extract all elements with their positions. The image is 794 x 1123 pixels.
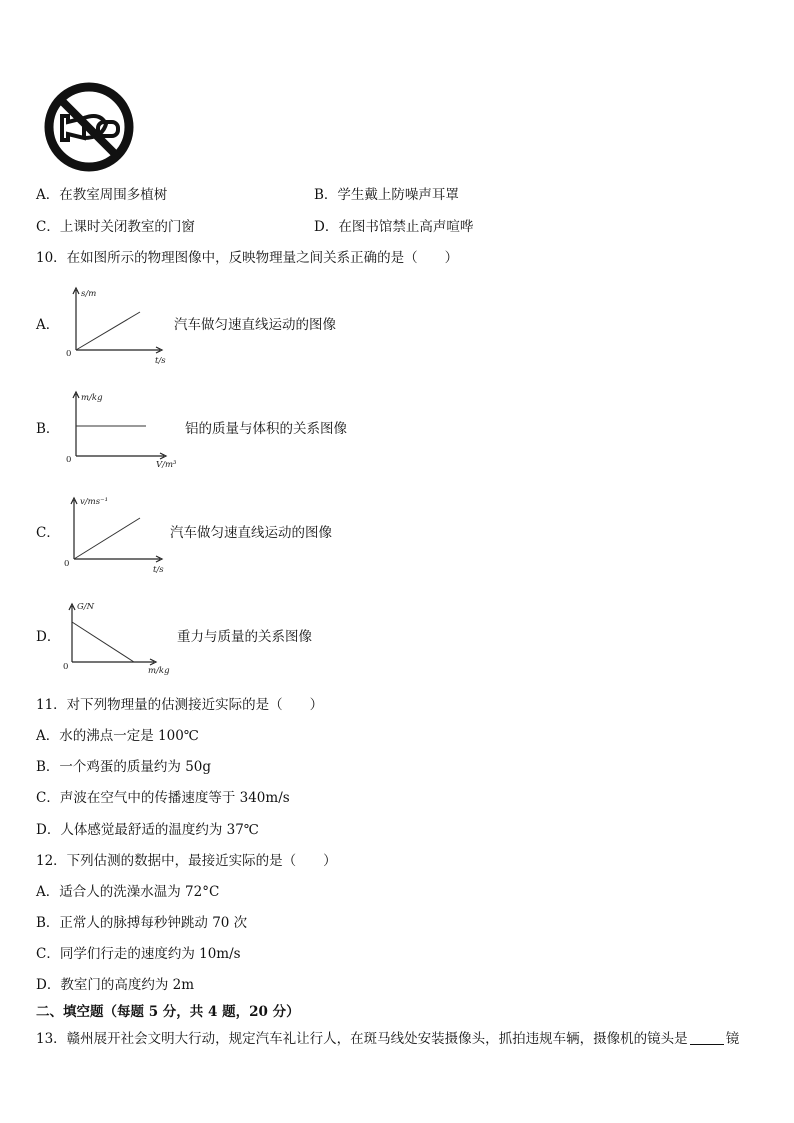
q10-graph-c (60, 494, 180, 574)
q10-option-d-letter: D． (36, 629, 61, 645)
q10-graph-b (60, 390, 190, 470)
q10-option-b-letter: B． (36, 421, 60, 437)
q10-graph-a (60, 286, 180, 366)
q12-option-c: C．同学们行走的速度约为 10m/s (36, 946, 241, 962)
q9-option-c: C．上课时关闭教室的门窗 (36, 219, 195, 235)
q10-graph-a-ylabel: s/m (81, 289, 97, 299)
q10-graph-c-line (74, 518, 140, 559)
q10-graph-d-origin: 0 (63, 662, 69, 672)
q10-graph-b-ylabel: m/kg (81, 393, 103, 403)
q10-graph-b-xlabel: V/m³ (156, 460, 177, 470)
q10-option-b-desc: 铝的质量与体积的关系图像 (185, 421, 347, 437)
q10-option-a-letter: A． (36, 317, 60, 333)
q10-graph-c-ylabel: v/ms⁻¹ (80, 497, 108, 507)
q12-option-d: D．教室门的高度约为 2m (36, 977, 195, 993)
q10-option-a-desc: 汽车做匀速直线运动的图像 (174, 317, 336, 333)
q13-blank[interactable] (690, 1030, 724, 1045)
q11-option-a: A．水的沸点一定是 100℃ (36, 728, 199, 744)
q13-text (36, 1030, 739, 1048)
q13-tail: 镜 (725, 1031, 740, 1047)
q11-option-d: D．人体感觉最舒适的温度约为 37℃ (36, 822, 259, 838)
q11-option-b: B．一个鸡蛋的质量约为 50g (36, 759, 212, 775)
section-title: 二、填空题（每题 5 分，共 4 题，20 分） (36, 1004, 300, 1020)
q9-option-b: B．学生戴上防噪声耳罩 (314, 187, 459, 203)
q12-option-a: A．适合人的洗澡水温为 72°C (36, 884, 220, 900)
q10-option-c-letter: C． (36, 525, 60, 541)
q10-graph-d (60, 598, 190, 678)
q10-graph-a-origin: 0 (66, 349, 72, 359)
q10-option-c-desc: 汽车做匀速直线运动的图像 (170, 525, 332, 541)
q9-option-a: A．在教室周围多植树 (36, 187, 168, 203)
q10-stem: 10．在如图所示的物理图像中，反映物理量之间关系正确的是（ ） (36, 250, 459, 266)
no-horn-sign (40, 82, 140, 172)
q12-option-b: B．正常人的脉搏每秒钟跳动 70 次 (36, 915, 248, 931)
q13-stem: 13．赣州展开社会文明大行动，规定汽车礼让行人，在斑马线处安装摄像头，抓拍违规车辆，摄像机的镜头是 (36, 1031, 688, 1047)
q10-graph-b-origin: 0 (66, 455, 72, 465)
q12-stem: 12．下列估测的数据中，最接近实际的是（ ） (36, 853, 337, 869)
q9-option-d: D．在图书馆禁止高声喧哗 (314, 219, 474, 235)
q10-graph-d-ylabel: G/N (77, 602, 95, 612)
q10-option-d-desc: 重力与质量的关系图像 (177, 629, 312, 645)
q10-graph-c-xlabel: t/s (153, 565, 164, 575)
q10-graph-a-line (76, 312, 140, 350)
q11-stem: 11．对下列物理量的估测接近实际的是（ ） (36, 697, 324, 713)
q10-graph-c-origin: 0 (64, 559, 70, 569)
q10-graph-a-xlabel: t/s (155, 356, 166, 366)
q11-option-c: C．声波在空气中的传播速度等于 340m/s (36, 790, 290, 806)
q10-graph-d-line (72, 622, 134, 662)
no-horn-icon (49, 87, 129, 167)
q10-graph-d-xlabel: m/kg (148, 666, 170, 676)
